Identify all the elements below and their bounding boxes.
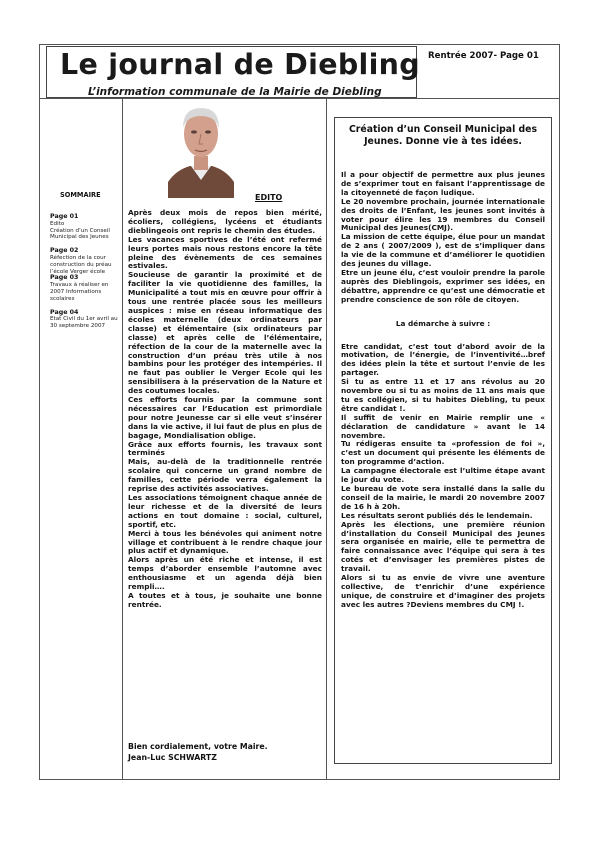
edito-paragraph: Les vacances sportives de l’été ont refermé leurs portes mais nous restons encore la tête pleine des évènements de ces semaines estivales.	[128, 234, 322, 271]
toc-item[interactable]: Réfection de la cour construction du préau l’école Verger école	[50, 254, 112, 275]
edito-paragraph: Soucieuse de garantir la proximité et de faciliter la vie quotidienne des familles, la Municipalité a tout mis en œuvre pour offrir à tous une rentrée placée sous les meilleurs auspices : mise en réseau informatique des écoles maternelle (deux ordinateurs par classe) et élémentaire (six ordinateurs par classe) et après celle de l’élémentaire, réfection de la cour de la maternelle avec la construction d’un préau très utile à nos bambins pour les protéger des intempéries. Il ne faut pas oublier le Verger Ecole qui les sensibilisera à la préservation de la Nature et des coutumes locales.	[128, 270, 322, 396]
cmj-step: La campagne électorale est l’ultime étape avant le jour du vote.	[341, 466, 545, 485]
cmj-paragraph: Il a pour objectif de permettre aux plus jeunes de s’exprimer tout en faisant l’apprentissage de la citoyenneté de façon ludique.	[341, 170, 545, 197]
edito-paragraph: Ces efforts fournis par la commune sont nécessaires car l’Education est primordiale pour notre Jeunesse car si elle veut s’insérer dans la vie active, il lui faut de plus en plus de bagage, Mondialisation oblige.	[128, 395, 322, 440]
cmj-step: Il suffit de venir en Mairie remplir une « déclaration de candidature » avant le 14 novembre.	[341, 412, 545, 440]
header-divider	[39, 98, 560, 99]
cmj-step: Tu rédigeras ensuite ta «profession de foi », c’est un document qui présente les éléments de ton programme d’action.	[341, 439, 545, 467]
toc-page-label[interactable]: Page 03	[50, 274, 79, 282]
column-divider	[326, 98, 327, 780]
cmj-paragraph: Le 20 novembre prochain, journée internationale des droits de l’Enfant, les jeunes sont invités à voter pour élire les 19 membres du Conseil Municipal des Jeunes(CMJ).	[341, 196, 545, 233]
cmj-step: Après les élections, une première réunion d’installation du Conseil Municipal des Jeunes sera organisée en mairie, elle te permettra de faire connaissance avec l’équipe qui sera à tes cotés et d’envisager les premières pistes de travail.	[341, 519, 545, 574]
mayor-name: Jean-Luc SCHWARTZ	[128, 752, 217, 762]
portrait-photo-icon	[168, 100, 234, 198]
cmj-step: Alors si tu as envie de vivre une aventure collective, de t’enrichir d’une expérience unique, de construire et d’imaginer des projets avec les autres ?Deviens membres du CMJ !.	[341, 573, 545, 609]
cmj-title: Création d’un Conseil Municipal des Jeunes. Donne vie à tes idées.	[348, 124, 538, 147]
cmj-paragraph: Etre un jeune élu, c’est vouloir prendre la parole auprès des Dieblingois, exprimer ses idées, en débattre, apprendre ce qu’est une démocratie et prendre conscience de son rôle de citoyen.	[341, 267, 545, 304]
cmj-step: Etre candidat, c’est tout d’abord avoir de la motivation, de l’énergie, de l’inventivité…bref des idées plein la tête et surtout l’envie de les partager.	[341, 341, 545, 378]
sommaire-title: SOMMAIRE	[60, 191, 101, 199]
mayor-portrait	[168, 100, 234, 198]
toc-item[interactable]: Création d’un Conseil Municipal des Jeunes	[50, 227, 110, 241]
cmj-step: Les résultats seront publiés dés le lendemain.	[341, 510, 533, 520]
toc-page-label[interactable]: Page 02	[50, 247, 79, 255]
edito-signature	[128, 742, 322, 763]
edito-paragraph: A toutes et à tous, je souhaite une bonne rentrée.	[128, 590, 322, 609]
cmj-body	[341, 171, 545, 610]
toc-item[interactable]: Etat Civil du 1er avril au 30 septembre 2007	[50, 316, 118, 330]
edito-paragraph: Merci à tous les bénévoles qui animent notre village et contribuent à le rendre chaque jour plus actif et dynamique.	[128, 528, 322, 556]
sidebar-divider	[122, 98, 123, 780]
cmj-paragraph: La mission de cette équipe, élue pour un mandat de 2 ans ( 2007/2009 ), est de s’impliquer dans la vie de la commune et d’améliorer le quotidien des jeunes du village.	[341, 232, 545, 269]
toc-page-label[interactable]: Page 01	[50, 213, 79, 220]
table-of-contents	[50, 214, 122, 330]
edito-paragraph: Après deux mois de repos bien mérité, écoliers, collégiens, lycéens et étudiants dieblingeois ont repris le chemin des études.	[128, 208, 322, 235]
toc-item[interactable]: Travaux à réaliser en 2007 Informations scolaires	[50, 282, 109, 302]
toc-page-label[interactable]: Page 04	[50, 308, 79, 316]
cmj-step: Si tu as entre 11 et 17 ans révolus au 20 novembre ou si tu as moins de 11 ans mais que tu es collégien, si tu habites Diebling, tu peux être candidat !.	[341, 377, 545, 413]
issue-label: Rentrée 2007- Page 01	[428, 51, 539, 61]
edito-title: EDITO	[255, 193, 283, 202]
newspaper-subtitle: L’information communale de la Mairie de Diebling	[88, 86, 382, 98]
edito-body	[128, 209, 322, 610]
cmj-step: Le bureau de vote sera installé dans la salle du conseil de la mairie, le mardi 20 novembre 2007 de 16 h à 20h.	[341, 484, 545, 511]
edito-paragraph: Les associations témoignent chaque année de leur richesse et de la diversité de leurs actions en tout domaine : social, culturel, sportif, etc.	[128, 493, 322, 529]
newspaper-title: Le journal de Diebling	[60, 48, 420, 81]
demarche-heading: La démarche à suivre :	[395, 318, 491, 328]
edito-paragraph: Mais, au-delà de la traditionnelle rentrée scolaire qui concerne un grand nombre de familles, cette période verra également la reprise des activités associatives.	[128, 457, 322, 494]
edito-paragraph: Grâce aux efforts fournis, les travaux sont terminés	[128, 439, 322, 458]
toc-item[interactable]: Edito	[50, 220, 65, 227]
edito-paragraph: Alors après un été riche et intense, il est temps d’aborder ensemble l’automne avec enthousiasme et un agenda déjà bien rempli….	[128, 555, 322, 592]
closing-line: Bien cordialement, votre Maire.	[128, 742, 268, 751]
